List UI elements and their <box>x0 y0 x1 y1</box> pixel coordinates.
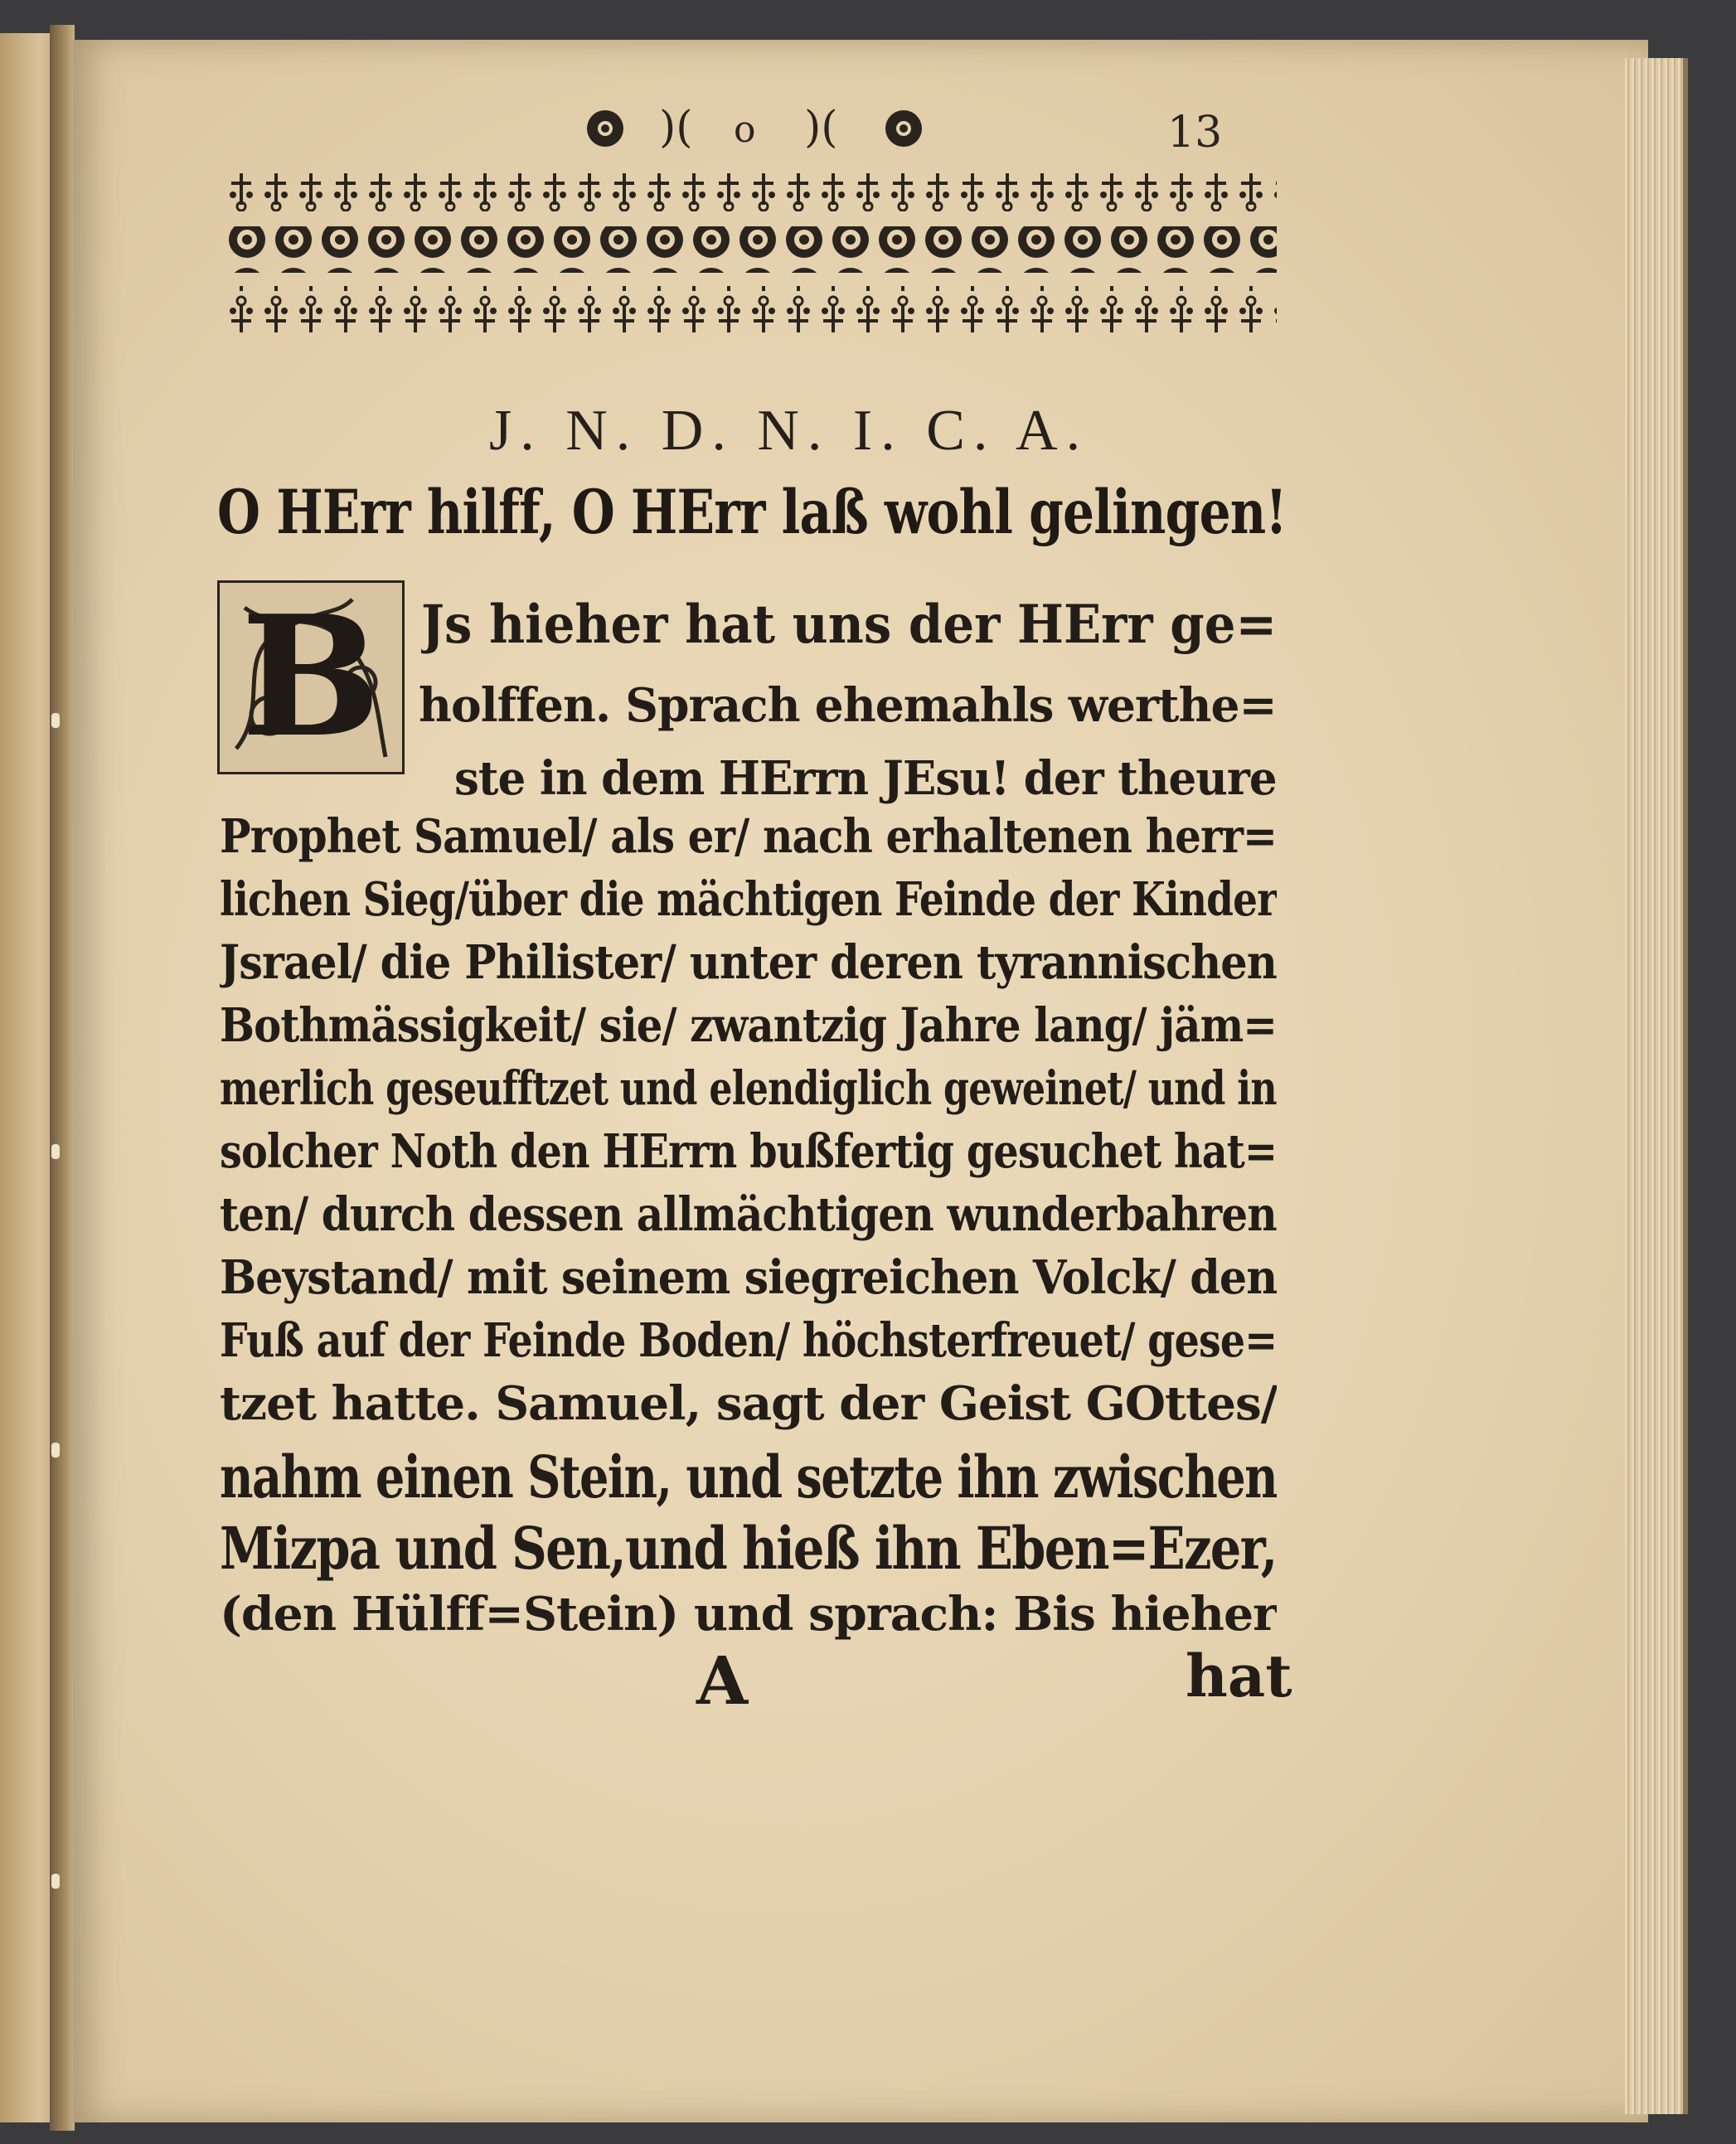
text-line: nahm einen Stein, und setzte ihn zwischen <box>220 1443 1278 1511</box>
text-line: Beystand/ mit seinem siegreichen Volck/ den <box>220 1250 1278 1305</box>
signature-mark: A <box>696 1642 749 1720</box>
motto-line: O HErr hilff, O HErr laß wohl gelingen! <box>217 477 1287 548</box>
text-line: Prophet Samuel/ als er/ nach erhaltenen herr= <box>220 809 1278 864</box>
binding-stitch <box>51 1144 60 1159</box>
binding-stitch <box>51 713 60 728</box>
initial-letter: B <box>240 580 381 774</box>
text-line: (den Hülff=Stein) und sprach: Bis hieher <box>220 1587 1278 1642</box>
headpiece-ornament-icon <box>580 104 937 153</box>
text-line: Mizpa und Sen,und hieß ihn Eben=Ezer, <box>220 1514 1277 1583</box>
ornamental-border <box>224 170 1277 336</box>
invocation-heading: J. N. D. N. I. C. A. <box>489 399 1089 463</box>
text-line: tzet hatte. Samuel, sagt der Geist GOttes/ <box>220 1376 1278 1431</box>
text-line: holffen. Sprach ehemahls werthe= <box>419 678 1277 733</box>
page-edges <box>1625 58 1688 2114</box>
text-line: solcher Noth den HErrn bußfertig gesuchet hat= <box>220 1124 1278 1179</box>
binding-stitch <box>51 1443 60 1458</box>
fleuron-border-icon <box>224 170 1277 336</box>
text-line: ten/ durch dessen allmächtigen wunderbahren <box>220 1187 1277 1242</box>
binding-stitch <box>51 1874 60 1889</box>
text-line: Fuß auf der Feinde Boden/ höchsterfreuet/ gese= <box>220 1313 1278 1368</box>
text-line: Js hieher hat uns der HErr ge= <box>421 594 1278 656</box>
page-number: 13 <box>1167 108 1223 158</box>
decorated-initial <box>217 580 405 774</box>
svg-text:)(: )( <box>659 104 693 153</box>
catchword: hat <box>1186 1642 1292 1710</box>
svg-text:)(: )( <box>804 104 838 153</box>
binding-gutter <box>50 25 75 2131</box>
text-line: lichen Sieg/über die mächtigen Feinde der Kinder <box>220 872 1278 927</box>
text-line: ste in dem HErrn JEsu! der theure <box>454 751 1277 806</box>
text-line: merlich geseufftzet und elendiglich geweinet/ und in <box>220 1061 1277 1116</box>
svg-text:o: o <box>734 109 756 151</box>
text-line: Bothmässigkeit/ sie/ zwantzig Jahre lang/ jäm= <box>220 998 1278 1053</box>
text-line: Jsrael/ die Philister/ unter deren tyrannischen <box>220 935 1277 990</box>
